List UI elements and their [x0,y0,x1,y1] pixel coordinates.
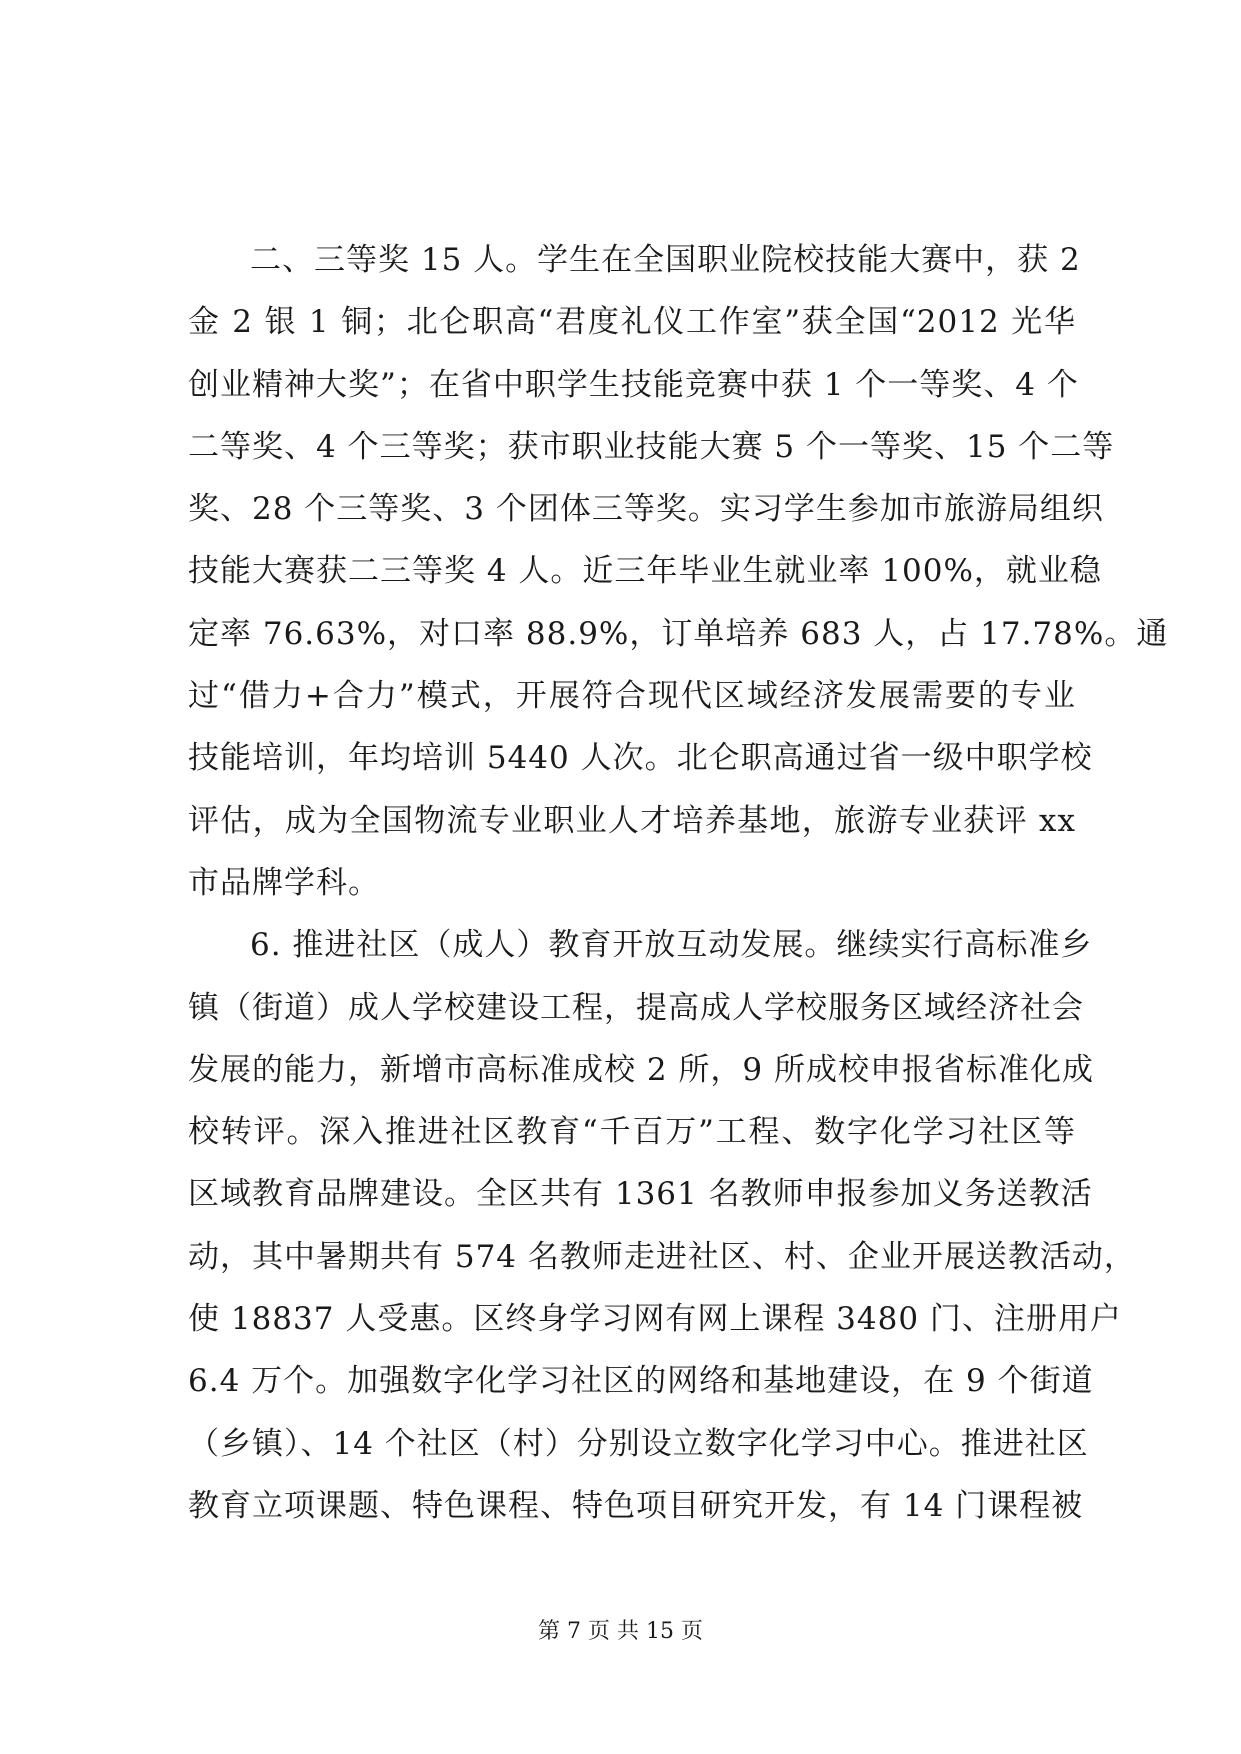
text-line: 创业精神大奖”；在省中职学生技能竞赛中获 1 个一等奖、4 个 [188,366,1079,403]
text-line: 技能培训，年均培训 5440 人次。北仑职高通过省一级中职学校 [188,740,1093,777]
text-line: 6.4 万个。加强数字化学习社区的网络和基地建设，在 9 个街道 [188,1363,1094,1400]
text-line: 动，其中暑期共有 574 名教师走进社区、村、企业开展送教活动， [188,1238,1136,1275]
text-line: 6. 推进社区（成人）教育开放互动发展。继续实行高标准乡 [250,927,1093,964]
text-line: 过“借力+合力”模式，开展符合现代区域经济发展需要的专业 [188,678,1076,715]
page-footer: 第 7 页 共 15 页 [538,1619,703,1644]
text-line: 评估，成为全国物流专业职业人才培养基地，旅游专业获评 xx [188,802,1076,839]
body-text [188,229,1169,1537]
paragraph [188,229,1169,914]
text-line: 发展的能力，新增市高标准成校 2 所，9 所成校申报省标准化成 [188,1051,1095,1088]
text-line: 使 18837 人受惠。区终身学习网有网上课程 3480 门、注册用户 [188,1301,1122,1338]
text-line: 定率 76.63%，对口率 88.9%，订单培养 683 人，占 17.78%。通 [188,615,1169,652]
text-line: 区域教育品牌建设。全区共有 1361 名教师申报参加义务送教活 [188,1176,1093,1213]
paragraph [188,914,1136,1537]
text-line: 市品牌学科。 [188,864,380,901]
text-line: 校转评。深入推进社区教育“千百万”工程、数字化学习社区等 [188,1114,1076,1151]
text-line: （乡镇）、14 个社区（村）分别设立数字化学习中心。推进社区 [188,1425,1089,1462]
text-line: 金 2 银 1 铜；北仑职高“君度礼仪工作室”获全国“2012 光华 [188,304,1076,341]
text-line: 奖、28 个三等奖、3 个团体三等奖。实习学生参加市旅游局组织 [188,491,1104,528]
text-line: 技能大赛获二三等奖 4 人。近三年毕业生就业率 100%，就业稳 [188,553,1102,590]
text-line: 二、三等奖 15 人。学生在全国职业院校技能大赛中，获 2 [250,242,1081,278]
text-line: 镇（街道）成人学校建设工程，提高成人学校服务区域经济社会 [188,989,1084,1026]
text-line: 教育立项课题、特色课程、特色项目研究开发，有 14 门课程被 [188,1487,1084,1524]
text-line: 二等奖、4 个三等奖；获市职业技能大赛 5 个一等奖、15 个二等 [188,428,1115,465]
